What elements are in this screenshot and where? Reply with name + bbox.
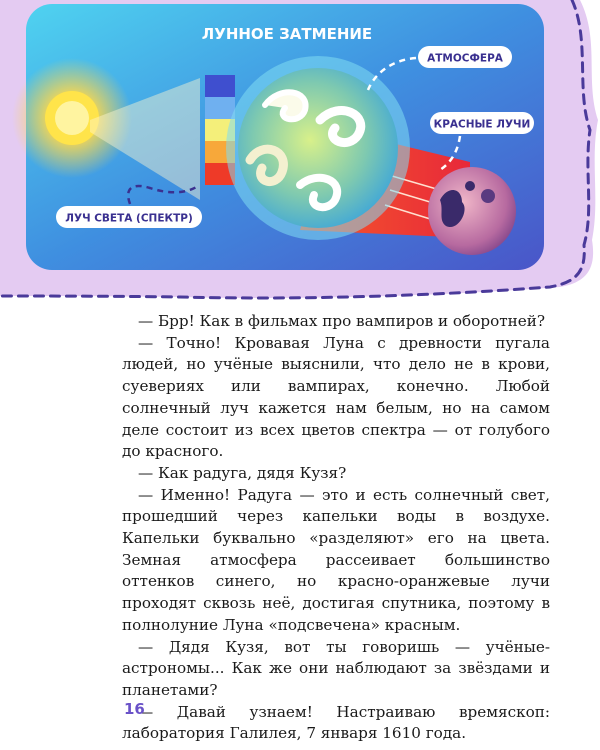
paragraph: — Именно! Радуга — это и есть солнечный свет, прошедший через капельки воды в воздухе. Капельки буквально «разделяют» его на цвета. Земная атмосфера рассеивает большинство оттенков синего, но красно-оранжевые лучи проходят сквозь неё, достигая спутника, поэтому в полнолуние Луна «подсвечена» красным. bbox=[122, 485, 550, 634]
paragraph: — Дядя Кузя, вот ты говоришь — учёные-астрономы... Как же они наблюдают за звёздами и планетами? bbox=[122, 637, 550, 699]
figure-title: ЛУННОЕ ЗАТМЕНИЕ bbox=[201, 25, 373, 43]
moon-icon bbox=[428, 167, 516, 255]
paragraph: — Как радуга, дядя Кузя? bbox=[138, 463, 347, 482]
label-light-ray: ЛУЧ СВЕТА (СПЕКТР) bbox=[65, 212, 193, 225]
story-text bbox=[122, 311, 550, 745]
paragraph: — Брр! Как в фильмах про вампиров и оборотней? bbox=[138, 312, 545, 330]
earth-icon bbox=[226, 56, 410, 240]
label-atmosphere: АТМОСФЕРА bbox=[427, 52, 503, 65]
page-number: 16 bbox=[124, 700, 145, 718]
label-red-rays: КРАСНЫЕ ЛУЧИ bbox=[433, 118, 531, 131]
paragraph: — Точно! Кровавая Луна с древности пугала людей, но учёные выяснили, что дело не в крови, суевериях или вампирах, конечно. Любой солнечный луч кажется нам белым, но на самом деле состоит из всех цветов спектра — от голубого до красного. bbox=[122, 333, 550, 461]
lunar-eclipse-illustration bbox=[0, 0, 600, 300]
paragraph: — Давай узнаем! Настраиваю времяскоп: лаборатория Галилея, 7 января 1610 года. bbox=[122, 702, 550, 743]
